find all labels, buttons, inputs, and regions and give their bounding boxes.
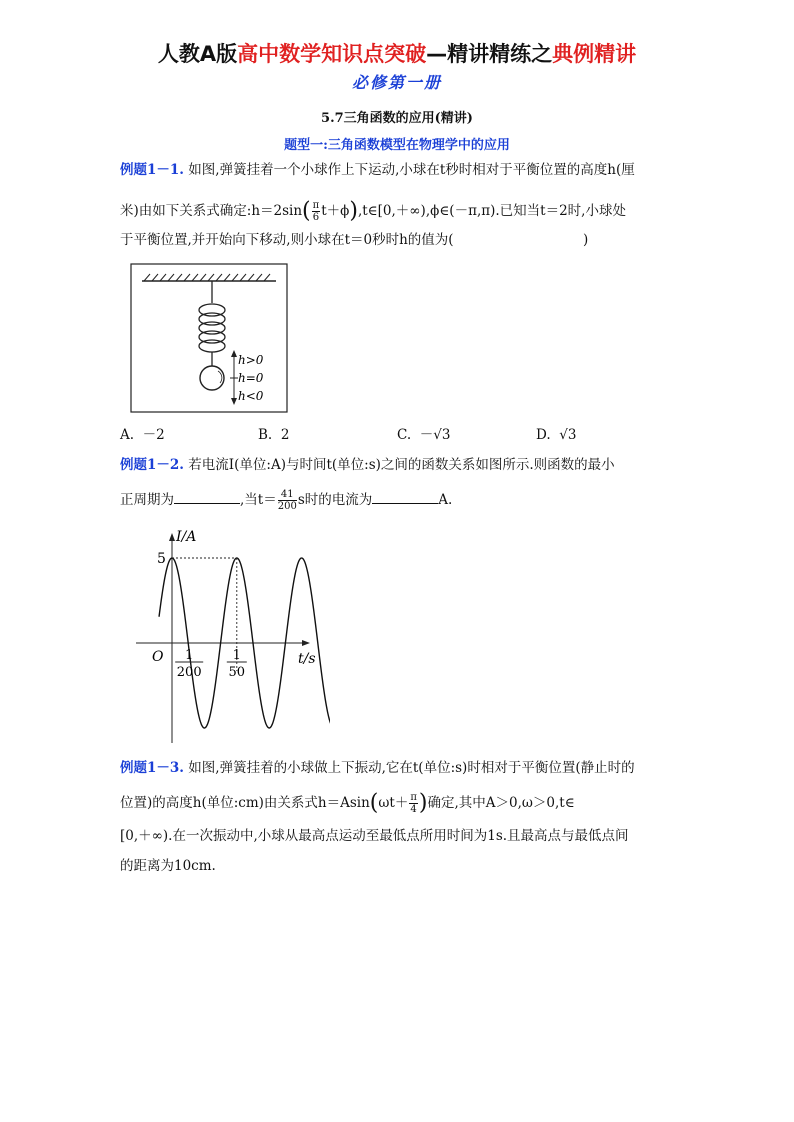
q3-line4: 的距离为10cm. <box>120 858 216 874</box>
y-axis-arrow <box>169 533 175 541</box>
q2-fraction: $\frac{41}{200}$ <box>277 489 297 512</box>
spring-figure <box>130 263 290 415</box>
q3-line2: 位置)的高度h(单位:cm)由关系式h＝Asin(ωt＋ $\frac{\pi}{4}$ )确定,其中A＞0,ω＞0,t∈ <box>120 790 575 816</box>
option-b[interactable]: B. 2 <box>258 427 290 443</box>
page-subtitle: 必修第一册 <box>351 73 442 92</box>
x-axis-label: t/s <box>298 651 316 667</box>
q2-line1: 例题1－2. 若电流I(单位:A)与时间t(单位:s)之间的函数关系如图所示.则函数的最小 <box>120 457 615 473</box>
q3-line1: 例题1－3. 如图,弹簧挂着的小球做上下振动,它在t(单位:s)时相对于平衡位置(静止时的 <box>120 760 635 776</box>
q1-line3: 于平衡位置,并开始向下移动,则小球在t＝0秒时h的值为( <box>120 232 454 248</box>
q3-label: 例题1－3. <box>120 760 184 776</box>
page-title: 人教A版高中数学知识点突破—精讲精练之典例精讲 <box>157 42 637 66</box>
y-axis-label: I/A <box>176 529 197 545</box>
x-tick-numerator: 1 <box>185 648 194 663</box>
q1-fraction: $\frac{\pi}{6}$ <box>312 200 320 223</box>
ball <box>200 366 224 390</box>
q1-line3-paren: ) <box>583 232 589 248</box>
label-h-zero: h=0 <box>238 371 264 385</box>
x-tick-denominator: 50 <box>228 665 246 680</box>
x-tick-numerator: 1 <box>232 648 241 663</box>
spring-coil <box>199 281 225 366</box>
q2-label: 例题1－2. <box>120 457 184 473</box>
q1-line2: 米)由如下关系式确定:h＝2sin( $\frac{\pi}{6}$ t＋ϕ),t∈[0,＋∞),ϕ∈(－π,π).已知当t＝2时,小球处 <box>120 198 626 224</box>
q3-fraction: $\frac{\pi}{4}$ <box>410 792 417 815</box>
q1-label: 例题1－1. <box>120 162 184 178</box>
q1-line1: 例题1－1. 如图,弹簧挂着一个小球作上下运动,小球在t秒时相对于平衡位置的高度h(厘 <box>120 162 635 178</box>
x-axis-arrow <box>302 640 310 646</box>
y-tick-label: 5 <box>157 551 166 567</box>
question-type-heading: 题型一:三角函数模型在物理学中的应用 <box>284 138 510 153</box>
label-h-pos: h>0 <box>238 353 264 367</box>
q2-line2: 正周期为 ,当t＝ $\frac{41}{200}$ s时的电流为 A. <box>120 489 453 512</box>
q2-blank-period[interactable] <box>174 491 240 504</box>
option-d[interactable]: D. √3 <box>536 427 577 443</box>
q3-line3: [0,＋∞).在一次振动中,小球从最高点运动至最低点所用时间为1s.且最高点与最低点间 <box>120 828 629 844</box>
origin-label: O <box>152 649 164 665</box>
section-heading: 5.7三角函数的应用(精讲) <box>321 111 473 126</box>
option-a[interactable]: A. －2 <box>120 427 165 443</box>
current-chart <box>130 525 330 745</box>
option-c[interactable]: C. －√3 <box>397 427 451 443</box>
q2-blank-current[interactable] <box>372 491 438 504</box>
ceiling-hatch <box>144 274 270 281</box>
x-tick-denominator: 200 <box>176 665 202 680</box>
label-h-neg: h<0 <box>238 389 264 403</box>
